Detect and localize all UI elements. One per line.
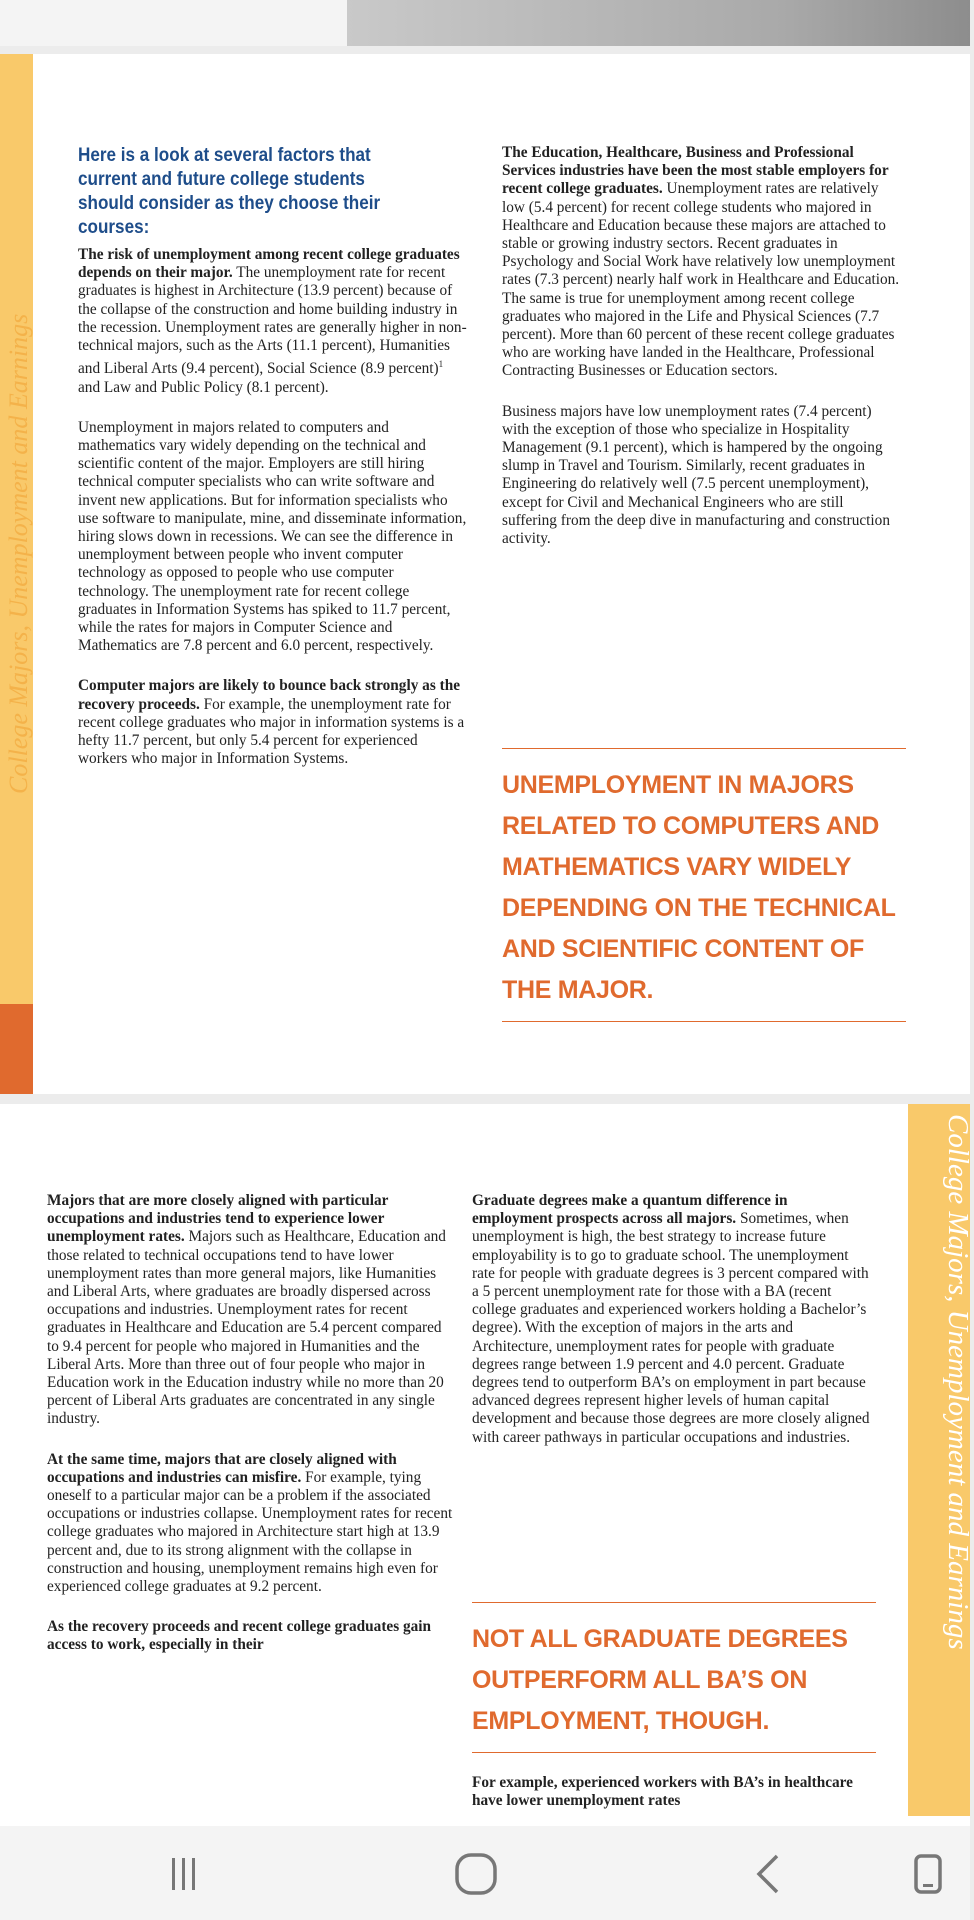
paragraph: Computer majors are likely to bounce back strongly as the recovery proceeds. For example, the unemployment rate for recent college graduates who major in information systems is a hefty 11.7 percent, but only 5.4 percent for experienced workers who major in Information Systems.: [78, 677, 465, 768]
side-running-title: College Majors, Unemployment and Earnings: [4, 313, 33, 794]
pull-quote: UNEMPLOYMENT IN MAJORS RELATED TO COMPUTERS AND MATHEMATICS VARY WIDELY DEPENDING ON THE TECHNICAL AND SCIENTIFIC CONTENT OF THE MAJOR.: [502, 748, 906, 1022]
page2-left-column: [47, 1192, 457, 1677]
pull-quote: NOT ALL GRADUATE DEGREES OUTPERFORM ALL BA’S ON EMPLOYMENT, THOUGH.: [472, 1602, 876, 1753]
section-heading: Here is a look at several factors that current and future college students should consider as they choose their courses:: [78, 145, 381, 238]
top-status-area: [0, 0, 970, 46]
page1-right-column: [502, 144, 902, 570]
page-cutoff: [0, 1816, 970, 1826]
page1-left-column: [78, 144, 468, 790]
side-running-title: College Majors, Unemployment and Earnings: [942, 1114, 974, 1650]
document-page-1: [0, 54, 970, 1094]
paragraph: At the same time, majors that are closely aligned with occupations and industries can misfire. For example, tying oneself to a particular major can be a problem if the associated occupations or industries collapse. Unemployment rates for recent college graduates who majored in Architecture start high at 13.9 percent and, due to its strong alignment with the collapse in construction and housing, unemployment remains high even for experienced college graduates at 9.2 percent.: [47, 1450, 453, 1596]
screen-icon[interactable]: [903, 1852, 953, 1896]
top-gradient-bar: [347, 0, 970, 46]
system-navigation-bar: [0, 1826, 970, 1920]
back-icon[interactable]: [738, 1852, 798, 1896]
paragraph: Graduate degrees make a quantum difference in employment prospects across all majors. Sometimes, when unemployment is high, the best strategy to increase future employability is to go to graduate school. The unemployment rate for people with graduate degrees is 3 percent compared with a 5 percent unemployment rate for those with a BA (recent college graduates and experienced workers holding a Bachelor’s degree). With the exception of majors in the arts and Architecture, unemployment rates for people with graduate degrees range between 1.9 percent and 4.0 percent. Graduate degrees tend to outperform BA’s on employment in part because advanced degrees represent higher levels of human capital development and because those degrees are more closely aligned with career pathways in particular occupations and industries.: [472, 1192, 870, 1446]
paragraph: The risk of unemployment among recent college graduates depends on their major. The unemployment rate for recent graduates is highest in Architecture (13.9 percent) because of the collapse of the construction and home building industry in the recession. Unemployment rates are generally higher in non-technical majors, such as the Arts (11.1 percent), Humanities and Liberal Arts (9.4 percent), Social Science (8.9 percent)$^1$ and Law and Public Policy (8.1 percent).: [78, 246, 467, 396]
recent-apps-icon[interactable]: [154, 1852, 214, 1896]
paragraph: As the recovery proceeds and recent college graduates gain access to work, especially in their: [47, 1618, 432, 1654]
document-page-2: [0, 1104, 974, 1826]
home-icon[interactable]: [446, 1852, 506, 1896]
paragraph: For example, experienced workers with BA’s in healthcare have lower unemployment rates: [472, 1774, 853, 1810]
page2-right-column: [472, 1192, 872, 1469]
paragraph: Business majors have low unemployment rates (7.4 percent) with the exception of those who specialize in Hospitality Management (9.1 percent), which is hampered by the ongoing slump in Travel and Tourism. Similarly, recent graduates in Engineering do relatively well (7.5 percent unemployment), except for Civil and Mechanical Engineers who are still suffering from the deep dive in manufacturing and construction activity.: [502, 402, 890, 548]
paragraph: The Education, Healthcare, Business and Professional Services industries have been the most stable employers for recent college graduates. Unemployment rates are relatively low (5.4 percent) for recent college students who majored in Healthcare and Education because these majors are attached to stable or growing industry sectors. Recent graduates in Psychology and Social Work have relatively low unemployment rates (7.3 percent) nearly half work in Healthcare and Education. The same is true for unemployment among recent college graduates who majored in the Life and Physical Sciences (7.7 percent). More than 60 percent of these recent college graduates who are working have landed in the Healthcare, Professional Contracting Businesses or Education sectors.: [502, 144, 900, 380]
paragraph: Unemployment in majors related to computers and mathematics vary widely depending on the technical and scientific content of the major. Employers are still hiring technical computer specialists who can write software and invent new applications. But for information specialists who use software to manipulate, mine, and disseminate information, hiring slows down in recessions. We can see the difference in unemployment between people who invent computer technology as opposed to people who use computer technology. The unemployment rate for recent college graduates in Information Systems has spiked to 11.7 percent, while the rates for majors in Computer Science and Mathematics are 7.8 percent and 6.0 percent, respectively.: [78, 418, 467, 655]
paragraph: Majors that are more closely aligned with particular occupations and industries tend to experience lower unemployment rates. Majors such as Healthcare, Education and those related to technical occupations tend to have lower unemployment rates than more general majors, like Humanities and Liberal Arts, where graduates are broadly dispersed across occupations and industries. Unemployment rates for recent graduates in Healthcare and Education are 5.4 percent compared to 9.4 percent for people who majored in Humanities and the Liberal Arts. More than three out of four people who major in Education work in the Education industry while no more than 20 percent of Liberal Arts graduates are concentrated in any single industry.: [47, 1192, 446, 1428]
left-orange-tab: [0, 1004, 33, 1094]
